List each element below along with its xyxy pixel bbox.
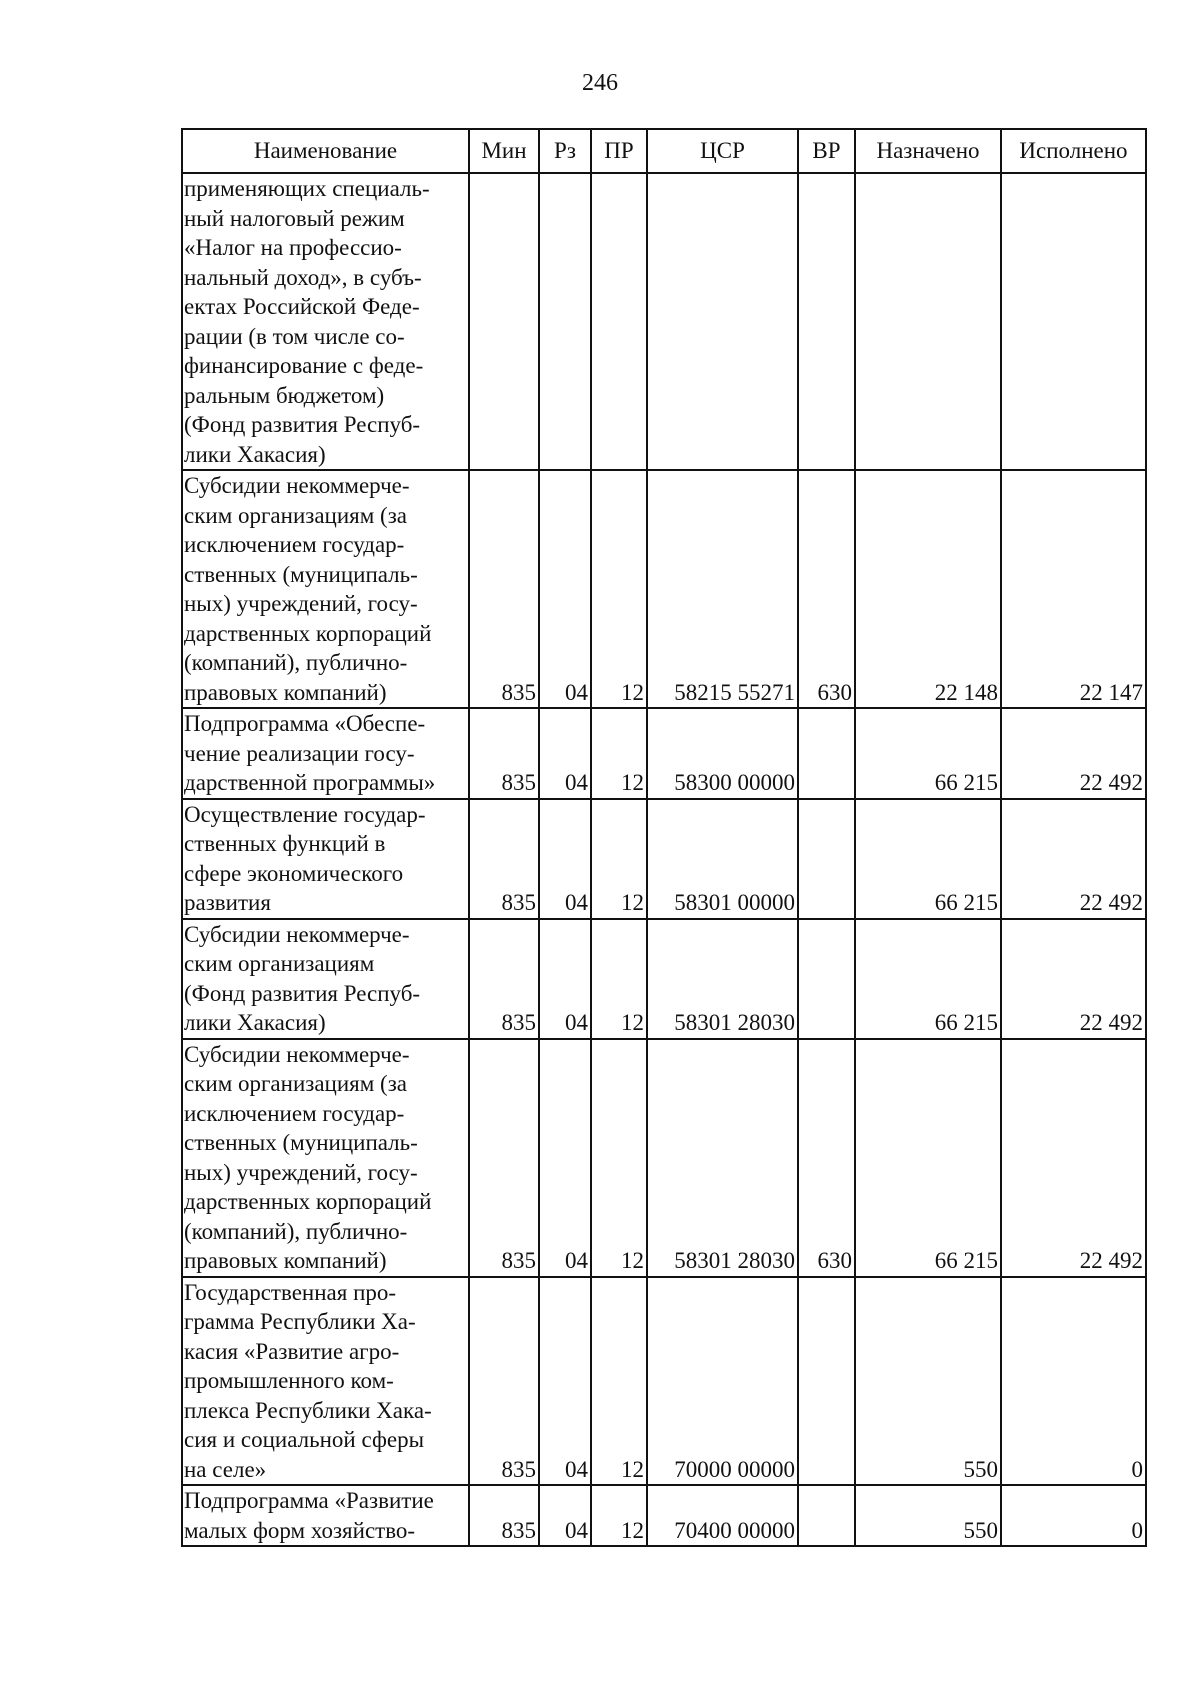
table-row: [182, 799, 1146, 919]
row-rz: 04: [539, 1277, 591, 1486]
table-row: [182, 470, 1146, 708]
row-executed: 22 492: [1001, 1039, 1146, 1277]
table-row: [182, 1277, 1146, 1486]
row-vr: [798, 919, 855, 1039]
row-vr: [798, 799, 855, 919]
row-rz: 04: [539, 1039, 591, 1277]
row-min: 835: [469, 470, 539, 708]
row-name: Подпрограмма «Обеспе- чение реализации госу- дарственной программы»: [182, 708, 469, 799]
row-rz: 04: [539, 470, 591, 708]
row-pr: 12: [591, 1277, 647, 1486]
row-vr: 630: [798, 1039, 855, 1277]
row-min: 835: [469, 799, 539, 919]
row-rz: 04: [539, 919, 591, 1039]
row-pr: 12: [591, 1485, 647, 1546]
row-min: 835: [469, 1039, 539, 1277]
row-min: 835: [469, 708, 539, 799]
page-number: 246: [582, 70, 618, 96]
header-rz: Рз: [539, 129, 591, 173]
row-min: 835: [469, 1485, 539, 1546]
row-assigned: 550: [855, 1485, 1001, 1546]
row-csr: 70000 00000: [647, 1277, 798, 1486]
header-min: Мин: [469, 129, 539, 173]
row-rz: 04: [539, 799, 591, 919]
row-rz: [539, 173, 591, 470]
row-assigned: 66 215: [855, 708, 1001, 799]
table-row: [182, 1039, 1146, 1277]
row-assigned: 550: [855, 1277, 1001, 1486]
row-pr: 12: [591, 470, 647, 708]
row-name: Подпрограмма «Развитие малых форм хозяйство-: [182, 1485, 469, 1546]
header-executed: Исполнено: [1001, 129, 1146, 173]
row-executed: 22 147: [1001, 470, 1146, 708]
row-assigned: [855, 173, 1001, 470]
row-vr: 630: [798, 470, 855, 708]
row-vr: [798, 1485, 855, 1546]
row-assigned: 22 148: [855, 470, 1001, 708]
row-name: Государственная про- грамма Республики Ха- касия «Развитие агро- промышленного ком- плекса Республики Хака- сия и социальной сферы на селе»: [182, 1277, 469, 1486]
header-pr: ПР: [591, 129, 647, 173]
row-csr: 58301 00000: [647, 799, 798, 919]
header-name: Наименование: [182, 129, 469, 173]
row-assigned: 66 215: [855, 919, 1001, 1039]
row-name: Субсидии некоммерче- ским организациям (за исключением государ- ственных (муниципаль- ных) учреждений, госу- дарственных корпораций (компаний), публично- правовых компаний): [182, 470, 469, 708]
row-executed: 0: [1001, 1485, 1146, 1546]
table-row: [182, 708, 1146, 799]
budget-table: [181, 128, 1147, 1547]
row-name: Субсидии некоммерче- ским организациям (Фонд развития Респуб- лики Хакасия): [182, 919, 469, 1039]
row-vr: [798, 173, 855, 470]
row-vr: [798, 708, 855, 799]
row-csr: 58301 28030: [647, 1039, 798, 1277]
row-pr: 12: [591, 919, 647, 1039]
row-pr: [591, 173, 647, 470]
row-name: Осуществление государ- ственных функций в сфере экономического развития: [182, 799, 469, 919]
table-row: [182, 919, 1146, 1039]
row-executed: 22 492: [1001, 919, 1146, 1039]
row-assigned: 66 215: [855, 1039, 1001, 1277]
row-name: Субсидии некоммерче- ским организациям (за исключением государ- ственных (муниципаль- ных) учреждений, госу- дарственных корпораций (компаний), публично- правовых компаний): [182, 1039, 469, 1277]
row-executed: 0: [1001, 1277, 1146, 1486]
row-csr: 58215 55271: [647, 470, 798, 708]
row-executed: 22 492: [1001, 799, 1146, 919]
table-header-row: [182, 129, 1146, 173]
row-csr: 58301 28030: [647, 919, 798, 1039]
row-vr: [798, 1277, 855, 1486]
table-row: [182, 1485, 1146, 1546]
row-rz: 04: [539, 708, 591, 799]
row-min: 835: [469, 919, 539, 1039]
header-vr: ВР: [798, 129, 855, 173]
row-pr: 12: [591, 1039, 647, 1277]
row-executed: [1001, 173, 1146, 470]
row-name: применяющих специаль- ный налоговый режим «Налог на профессио- нальный доход», в субъ- ектах Российской Феде- рации (в том числе со- финансирование с феде- ральным бюджетом) (Фонд развития Респуб- лики Хакасия): [182, 173, 469, 470]
row-min: 835: [469, 1277, 539, 1486]
row-pr: 12: [591, 708, 647, 799]
row-assigned: 66 215: [855, 799, 1001, 919]
header-assigned: Назначено: [855, 129, 1001, 173]
row-pr: 12: [591, 799, 647, 919]
table-row: [182, 173, 1146, 470]
row-csr: 58300 00000: [647, 708, 798, 799]
header-csr: ЦСР: [647, 129, 798, 173]
row-min: [469, 173, 539, 470]
row-rz: 04: [539, 1485, 591, 1546]
row-csr: [647, 173, 798, 470]
row-csr: 70400 00000: [647, 1485, 798, 1546]
row-executed: 22 492: [1001, 708, 1146, 799]
